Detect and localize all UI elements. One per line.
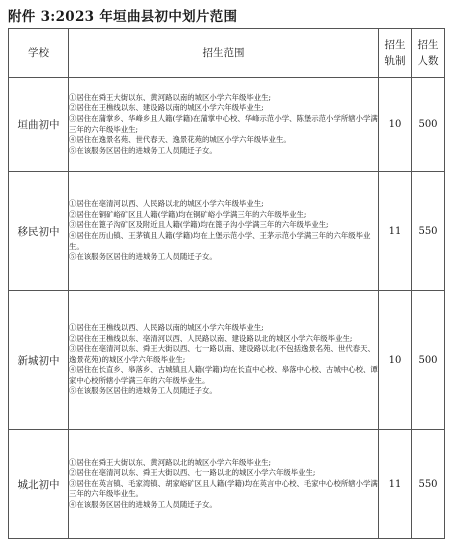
scope-cell [69,291,379,430]
enroll-value: 550 [412,430,445,539]
enrollment-zone-table [8,28,445,539]
track-value: 10 [379,291,412,430]
header-enroll-line1: 招生 [417,39,439,51]
scope-item: ②居住在王樵线以东、建设路以南的城区小学六年级毕业生; [69,103,264,113]
track-value: 10 [379,78,412,172]
header-enroll [412,29,445,78]
scope-item: ④居住在长直乡、皋落乡、古城镇且人籍(学籍)均在长直中心校、皋落中心校、古城中心校、谭家中心校所辖小学满三年的六年级毕业生。 [69,365,378,385]
enroll-value: 500 [412,78,445,172]
scope-item: ⑤在该服务区居住的进城务工人员随迁子女。 [69,145,217,155]
scope-item: ③居住在蒲掌乡、华峰乡且人籍(学籍)在蒲掌中心校、华峰示范小学、陈堡示范小学所辖小学满三年的六年级毕业生; [69,113,378,134]
header-school: 学校 [9,29,69,78]
scope-item: ①居住在亳清河以西、人民路以北的城区小学六年级毕业生; [69,199,264,209]
table-row [9,430,445,539]
school-name: 新城初中 [9,291,69,430]
track-value: 11 [379,172,412,291]
scope-cell [69,430,379,539]
scope-item: ②居住在亳清河以东、舜王大街以西、七一路以北的城区小学六年级毕业生; [69,468,316,478]
scope-item: ④居住在历山镇、王茅镇且人籍(学籍)均在上堡示范小学、王茅示范小学满三年的六年级毕业生。 [69,231,371,251]
page-title: 附件 3:2023 年垣曲县初中划片范围 [8,9,238,25]
header-track [379,29,412,78]
table-header-row [9,29,445,78]
scope-item: ①居住在舜王大街以东、黄河路以北的城区小学六年级毕业生; [69,457,272,467]
school-name: 移民初中 [9,172,69,291]
header-scope: 招生范围 [69,29,379,78]
table-row [9,78,445,172]
scope-item: ④居住在逸景名苑、世代春天、逸景花苑的城区小学六年级毕业生。 [69,135,291,145]
scope-item: ②居住在铜矿峪矿区且人籍(学籍)均在铜矿峪小学满三年的六年级毕业生; [69,209,307,219]
header-track-line2: 轨制 [384,55,406,67]
scope-cell [69,78,379,172]
enroll-value: 550 [412,172,445,291]
school-name: 垣曲初中 [9,78,69,172]
scope-cell [69,172,379,291]
scope-item: ③居住在亳清河以东、舜王大街以西、七一路以南、建设路以北(不包括逸景名苑、世代春天、逸景花苑)的城区小学六年级毕业生; [69,344,375,364]
scope-item: ⑤在该服务区居住的进城务工人员随迁子女。 [69,252,217,262]
school-name: 城北初中 [9,430,69,539]
scope-item: ①居住在舜王大街以东、黄河路以南的城区小学六年级毕业生; [69,92,272,102]
header-track-line1: 招生 [384,39,406,51]
header-enroll-line2: 人数 [417,55,439,67]
table-row [9,291,445,430]
scope-item: ③居住在篦子沟矿区及附近且人籍(学籍)均在篦子沟小学满三年的六年级毕业生; [69,220,329,230]
scope-item: ②居住在王樵线以东、亳清河以西、人民路以南、建设路以北的城区小学六年级毕业生; [69,333,353,343]
scope-item: ①居住在王樵线以西、人民路以南的城区小学六年级毕业生; [69,322,264,332]
scope-item: ⑤在该服务区居住的进城务工人员随迁子女。 [69,386,217,396]
table-row [9,172,445,291]
enroll-value: 500 [412,291,445,430]
scope-item: ④在该服务区居住的进城务工人员随迁子女。 [69,499,217,509]
track-value: 11 [379,430,412,539]
scope-item: ③居住在英言镇、毛家湾镇、胡家峪矿区且人籍(学籍)均在英言中心校、毛家中心校所辖小学满三年的六年级毕业生。 [69,478,378,499]
